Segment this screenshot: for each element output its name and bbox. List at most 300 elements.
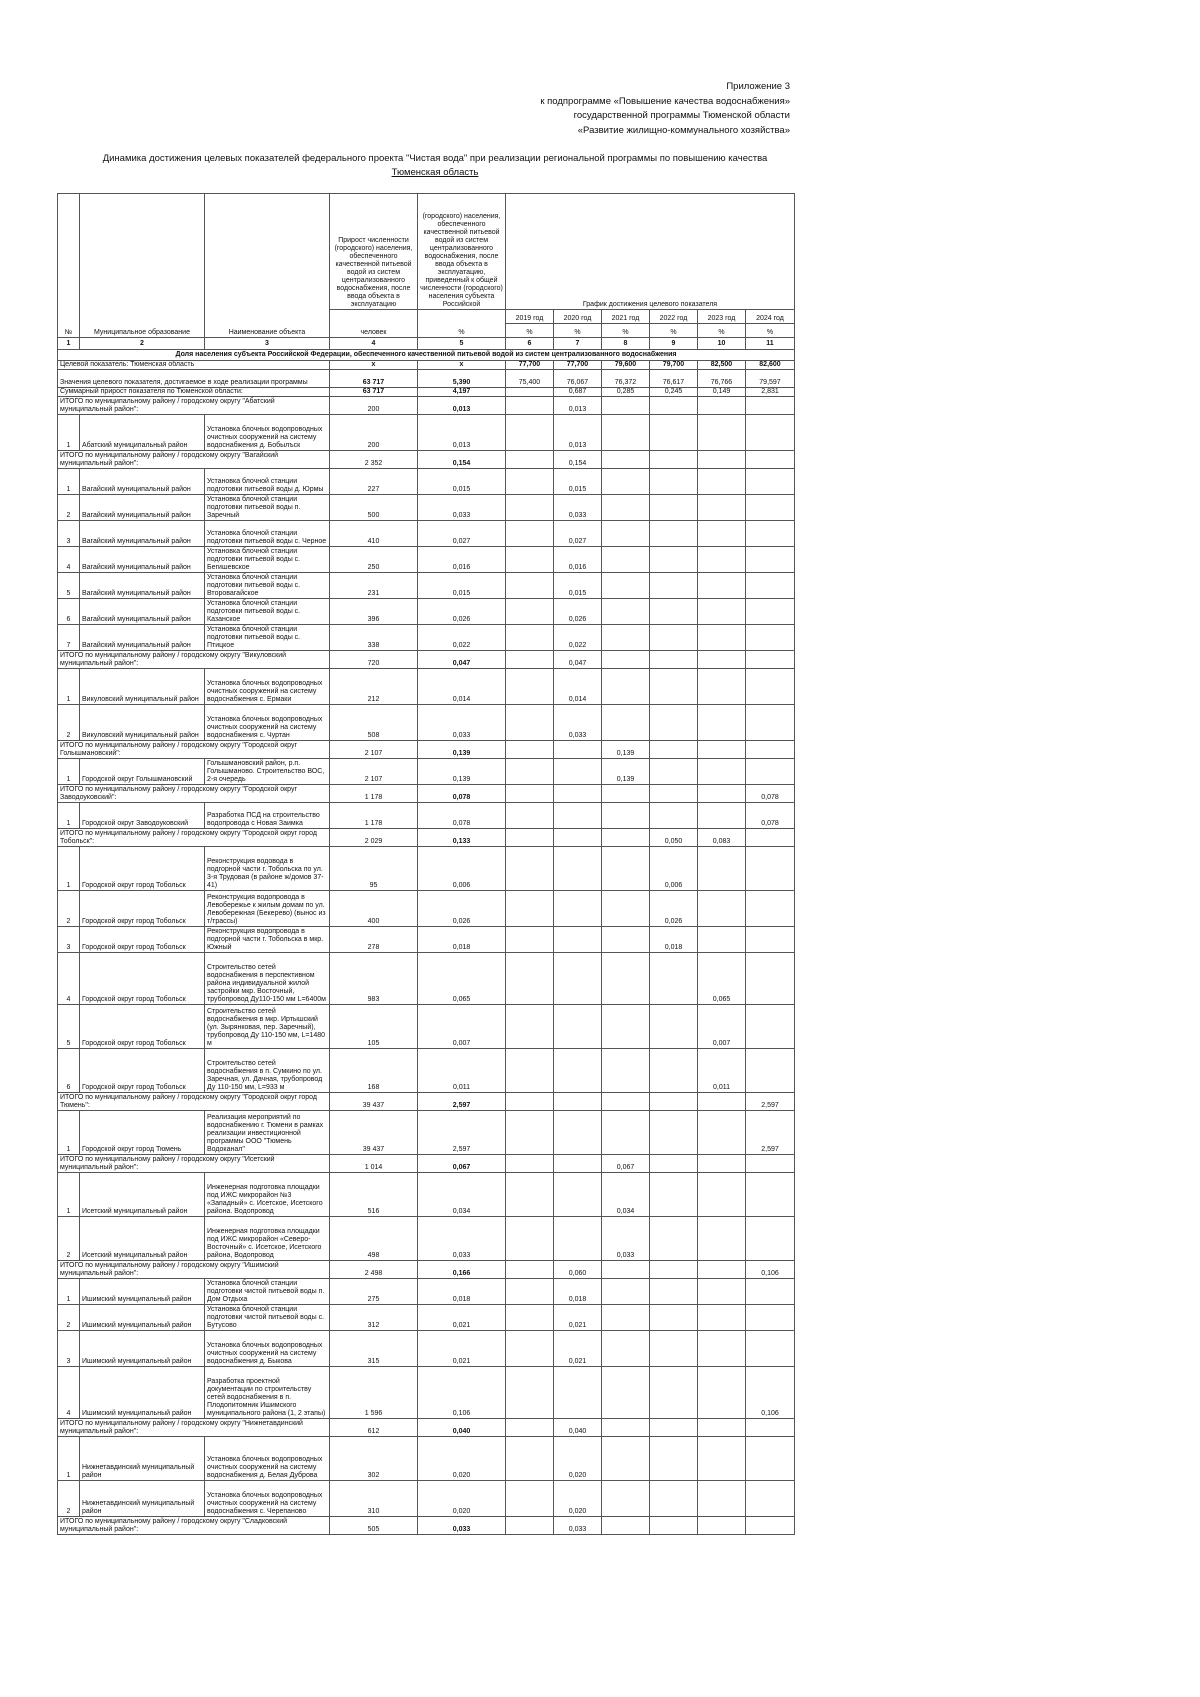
municipality-cell: Нижнетавдинский муниципальный район [80,1437,205,1481]
share-cell: 0,016 [418,547,506,573]
municipality-cell: Ишимский муниципальный район [80,1331,205,1367]
object-row [58,415,795,451]
year-value-cell: 0,013 [554,415,602,451]
object-row [58,927,795,953]
year-value-cell [650,1173,698,1217]
head-year: 2020 год [554,310,602,324]
object-name-cell: Установка блочных водопроводных очистных сооружений на систему водоснабжения с. Ермаки [205,669,330,705]
year-value-cell [506,1093,554,1111]
year-value-cell [506,495,554,521]
total-label: ИТОГО по муниципальному району / городскому округу "Городской округ город Тобольск": [58,829,330,847]
share-cell: 0,018 [418,1279,506,1305]
head-pct: % [698,324,746,338]
share-cell: 0,033 [418,705,506,741]
object-name-cell: Инженерная подготовка площадки под ИЖС микрорайон «Северо-Восточный» с. Исетское, Исетского района, Водопровод [205,1217,330,1261]
municipality-cell: Исетский муниципальный район [80,1217,205,1261]
year-value-cell [698,451,746,469]
object-row [58,953,795,1005]
share-cell: 0,154 [418,451,506,469]
year-value-cell [602,1279,650,1305]
year-value-cell: 0,060 [554,1261,602,1279]
year-value-cell: 0,006 [650,847,698,891]
year-value-cell [698,1517,746,1535]
year-value-cell [698,1279,746,1305]
year-value-cell [554,891,602,927]
row-number: 4 [58,547,80,573]
population-cell: 302 [330,1437,418,1481]
object-row [58,759,795,785]
population-cell: 275 [330,1279,418,1305]
row-number: 2 [58,1481,80,1517]
object-name-cell: Установка блочной станции подготовки питьевой воды с. Птицкое [205,625,330,651]
header-line-4: «Развитие жилищно-коммунального хозяйства» [577,124,790,136]
year-value-cell [650,397,698,415]
year-value-cell [698,1331,746,1367]
year-value-cell [602,1093,650,1111]
total-row [58,829,795,847]
year-value-cell [650,1111,698,1155]
year-value-cell [506,1005,554,1049]
row-number: 1 [58,847,80,891]
population-cell: 250 [330,547,418,573]
year-value-cell [506,891,554,927]
row-number: 1 [58,759,80,785]
total-label: ИТОГО по муниципальному району / городскому округу "Ишимский муниципальный район": [58,1261,330,1279]
year-value-cell: 0,020 [554,1481,602,1517]
object-name-cell: Установка блочных водопроводных очистных сооружений на систему водоснабжения с. Черепаново [205,1481,330,1517]
head-pct: % [506,324,554,338]
year-value-cell [602,847,650,891]
year-value-cell [698,1173,746,1217]
share-cell: 0,047 [418,651,506,669]
year-value-cell: 0,021 [554,1305,602,1331]
year-value-cell [506,1419,554,1437]
year-value-cell [746,1155,795,1173]
section-title: Доля населения субъекта Российской Федерации, обеспеченного качественной питьевой водой из систем централизованного водоснабжения [58,350,795,361]
share-cell: 0,033 [418,1217,506,1261]
object-row [58,1217,795,1261]
share-cell: 0,020 [418,1437,506,1481]
colnum: 10 [698,338,746,350]
total-row [58,785,795,803]
population-cell: 200 [330,415,418,451]
section-row [58,350,795,361]
year-value-cell: 0,033 [554,495,602,521]
population-cell: 983 [330,953,418,1005]
year-value-cell [746,705,795,741]
year-value-cell: 0,018 [650,927,698,953]
year-value-cell [506,1517,554,1535]
population-cell: 396 [330,599,418,625]
total-row [58,1419,795,1437]
share-cell: 0,026 [418,891,506,927]
object-row [58,599,795,625]
year-value-cell [650,1049,698,1093]
year-value-cell: 76,766 [698,370,746,388]
object-name-cell: Реконструкция водовода в подгорной части г. Тобольска по ул. 3-я Трудовая (в районе ж/домов 37-41) [205,847,330,891]
total-row [58,397,795,415]
object-name-cell: Строительство сетей водоснабжения в мкр. Иртышский (ул. Зырянковая, пер. Заречный), трубопровод Ду 110-150 мм, L=1480 м [205,1005,330,1049]
object-row [58,803,795,829]
total-label: ИТОГО по муниципальному району / городскому округу "Абатский муниципальный район": [58,397,330,415]
year-value-cell [650,1155,698,1173]
row-number: 2 [58,705,80,741]
year-value-cell [746,669,795,705]
year-value-cell [698,927,746,953]
population-cell: 95 [330,847,418,891]
head-year: 2023 год [698,310,746,324]
head-year: 2019 год [506,310,554,324]
total-row [58,1261,795,1279]
year-value-cell [650,1419,698,1437]
year-value-cell: 0,020 [554,1437,602,1481]
share-cell: 0,033 [418,495,506,521]
total-label: ИТОГО по муниципальному району / городскому округу "Нижнетавдинский муниципальный район": [58,1419,330,1437]
year-value-cell [602,1481,650,1517]
object-row [58,847,795,891]
year-value-cell [698,1305,746,1331]
population-cell: 338 [330,625,418,651]
municipality-cell: Городской округ город Тобольск [80,927,205,953]
year-value-cell [602,803,650,829]
header-line-2: к подпрограмме «Повышение качества водоснабжения» [540,95,790,107]
year-value-cell [746,573,795,599]
column-numbers-row [58,338,795,350]
municipality-cell: Вагайский муниципальный район [80,521,205,547]
head-object: Наименование объекта [205,194,330,338]
object-row [58,1005,795,1049]
header-line-1: Приложение 3 [726,81,790,92]
object-name-cell: Разработка ПСД на строительство водопровода с Новая Заимка [205,803,330,829]
object-name-cell: Установка блочной станции подготовки питьевой воды п. Заречный [205,495,330,521]
share-cell: 0,013 [418,415,506,451]
year-value-cell: 0,106 [746,1261,795,1279]
object-name-cell: Установка блочной станции подготовки питьевой воды с. Бегишевское [205,547,330,573]
population-cell: 312 [330,1305,418,1331]
object-row [58,547,795,573]
row-number: 1 [58,1437,80,1481]
year-value-cell [650,547,698,573]
row-number: 5 [58,573,80,599]
municipality-cell: Нижнетавдинский муниципальный район [80,1481,205,1517]
year-value-cell: 0,007 [698,1005,746,1049]
year-value-cell [650,1093,698,1111]
year-value-cell [506,847,554,891]
total-label: ИТОГО по муниципальному району / городскому округу "Городской округ Голышмановский": [58,741,330,759]
year-value-cell [698,495,746,521]
year-value-cell: 0,015 [554,469,602,495]
year-value-cell [746,625,795,651]
year-value-cell [506,829,554,847]
year-value-cell: 0,139 [602,759,650,785]
municipality-cell: Вагайский муниципальный район [80,495,205,521]
municipality-cell: Ишимский муниципальный район [80,1279,205,1305]
summary-label: Целевой показатель: Тюменская область [58,361,330,370]
year-value-cell [698,759,746,785]
year-value-cell [746,741,795,759]
year-value-cell [746,1173,795,1217]
year-value-cell [650,1367,698,1419]
municipality-cell: Городской округ город Тобольск [80,891,205,927]
year-value-cell [746,521,795,547]
year-value-cell [602,521,650,547]
total-row [58,451,795,469]
year-value-cell: 0,014 [554,669,602,705]
year-value-cell [506,625,554,651]
population-cell: 168 [330,1049,418,1093]
row-number: 2 [58,891,80,927]
year-value-cell [554,847,602,891]
object-row [58,521,795,547]
year-value-cell [602,573,650,599]
year-value-cell [554,1217,602,1261]
year-value-cell [650,1005,698,1049]
year-value-cell: 2,831 [746,388,795,397]
year-value-cell: 0,015 [554,573,602,599]
year-value-cell [506,1173,554,1217]
year-value-cell [746,651,795,669]
municipality-cell: Вагайский муниципальный район [80,547,205,573]
object-name-cell: Установка блочной станции подготовки питьевой воды с. Казанское [205,599,330,625]
year-value-cell [650,953,698,1005]
summary-label: Суммарный прирост показателя по Тюменской области: [58,388,330,397]
row-number: 1 [58,1111,80,1155]
total-label: ИТОГО по муниципальному району / городскому округу "Викуловский муниципальный район": [58,651,330,669]
year-value-cell [506,599,554,625]
title-region: Тюменская область [391,167,479,178]
share-cell: 0,018 [418,927,506,953]
total-row [58,1155,795,1173]
object-name-cell: Установка блочной станции подготовки питьевой воды с. Черное [205,521,330,547]
population-cell: 2 107 [330,759,418,785]
colnum: 4 [330,338,418,350]
share-cell: 2,597 [418,1093,506,1111]
document-header [540,80,790,138]
municipality-cell: Ишимский муниципальный район [80,1367,205,1419]
year-value-cell [602,785,650,803]
year-value-cell [698,741,746,759]
year-value-cell [602,547,650,573]
share-cell: 0,011 [418,1049,506,1093]
year-value-cell [506,1111,554,1155]
year-value-cell [506,785,554,803]
object-row [58,1481,795,1517]
year-value-cell [698,599,746,625]
share-cell: 0,022 [418,625,506,651]
year-value-cell [698,625,746,651]
year-value-cell: 76,372 [602,370,650,388]
colnum: 8 [602,338,650,350]
share-cell: 0,166 [418,1261,506,1279]
year-value-cell [650,521,698,547]
year-value-cell [746,1481,795,1517]
year-value-cell [698,847,746,891]
population-cell: 1 596 [330,1367,418,1419]
row-number: 5 [58,1005,80,1049]
row-number: 6 [58,599,80,625]
year-value-cell [602,625,650,651]
share-cell: 4,197 [418,388,506,397]
municipality-cell: Вагайский муниципальный район [80,469,205,495]
year-value-cell [746,451,795,469]
year-value-cell [746,1517,795,1535]
year-value-cell [650,785,698,803]
share-cell: 0,078 [418,803,506,829]
year-value-cell [698,803,746,829]
year-value-cell [746,891,795,927]
year-value-cell [698,785,746,803]
head-year: 2021 год [602,310,650,324]
year-value-cell [602,469,650,495]
total-label: ИТОГО по муниципальному району / городскому округу "Городской округ Заводоуковский": [58,785,330,803]
population-cell: 400 [330,891,418,927]
header-line-3: государственной программы Тюменской области [573,110,790,121]
total-row [58,1093,795,1111]
year-value-cell: 0,154 [554,451,602,469]
year-value-cell [746,495,795,521]
year-value-cell [746,1419,795,1437]
year-value-cell [602,1305,650,1331]
row-number: 1 [58,669,80,705]
object-name-cell: Разработка проектной документации по строительству сетей водоснабжения в п. Плодопитомник Ишимского муниципального района (1, 2 этапы) [205,1367,330,1419]
year-value-cell [698,669,746,705]
population-cell: 200 [330,397,418,415]
year-value-cell [602,1419,650,1437]
population-cell: 212 [330,669,418,705]
year-value-cell [746,1437,795,1481]
year-value-cell [650,705,698,741]
year-value-cell [554,741,602,759]
colnum: 1 [58,338,80,350]
row-number: 3 [58,1331,80,1367]
municipality-cell: Ишимский муниципальный район [80,1305,205,1331]
year-value-cell [506,415,554,451]
head-unit-pct: % [418,310,506,338]
summary-row [58,370,795,388]
year-value-cell [506,1437,554,1481]
year-value-cell [602,451,650,469]
year-value-cell [698,397,746,415]
year-value-cell: 75,400 [506,370,554,388]
share-cell: 0,067 [418,1155,506,1173]
year-value-cell [746,1005,795,1049]
year-value-cell [746,1049,795,1093]
total-row [58,1517,795,1535]
year-value-cell: 0,050 [650,829,698,847]
year-value-cell [746,759,795,785]
share-cell: 0,033 [418,1517,506,1535]
object-row [58,891,795,927]
row-number: 1 [58,1173,80,1217]
indicators-table [57,193,795,1535]
summary-row [58,361,795,370]
colnum: 3 [205,338,330,350]
share-cell: 5,390 [418,370,506,388]
document-title [60,152,810,180]
object-name-cell: Реконструкция водопровода в Левобережье к жилым домам по ул. Левобережная (Бекерево) (вынос из т/трассы) [205,891,330,927]
year-value-cell [506,803,554,829]
year-value-cell: 2,597 [746,1093,795,1111]
year-value-cell [650,1279,698,1305]
year-value-cell: 76,067 [554,370,602,388]
row-number: 7 [58,625,80,651]
population-cell: 498 [330,1217,418,1261]
object-row [58,1279,795,1305]
year-value-cell [698,1217,746,1261]
share-cell: 0,026 [418,599,506,625]
year-value-cell: 76,617 [650,370,698,388]
total-label: ИТОГО по муниципальному району / городскому округу "Городской округ город Тюмень": [58,1093,330,1111]
head-year: 2022 год [650,310,698,324]
colnum: 9 [650,338,698,350]
head-growth: Прирост численности (городского) населения, обеспеченного качественной питьевой водой из систем централизованного водоснабжения, после ввода объекта в эксплуатацию [330,194,418,310]
object-row [58,1111,795,1155]
population-cell: x [330,361,418,370]
head-pct: % [554,324,602,338]
year-value-cell [602,927,650,953]
year-value-cell [698,573,746,599]
year-value-cell [650,651,698,669]
municipality-cell: Городской округ город Тобольск [80,1049,205,1093]
year-value-cell [506,469,554,495]
colnum: 2 [80,338,205,350]
year-value-cell [506,759,554,785]
population-cell: 410 [330,521,418,547]
year-value-cell [650,741,698,759]
municipality-cell: Городской округ город Тобольск [80,953,205,1005]
year-value-cell [554,1093,602,1111]
year-value-cell [602,1261,650,1279]
year-value-cell [554,927,602,953]
year-value-cell [506,1049,554,1093]
year-value-cell [650,599,698,625]
population-cell: 1 014 [330,1155,418,1173]
head-pct: % [746,324,795,338]
object-row [58,705,795,741]
share-cell: 0,078 [418,785,506,803]
share-cell: 0,007 [418,1005,506,1049]
head-num: № [58,194,80,338]
year-value-cell [602,1517,650,1535]
year-value-cell: 0,027 [554,521,602,547]
year-value-cell: 0,065 [698,953,746,1005]
year-value-cell [650,469,698,495]
year-value-cell [602,891,650,927]
share-cell: x [418,361,506,370]
year-value-cell [554,829,602,847]
year-value-cell [746,415,795,451]
population-cell: 63 717 [330,388,418,397]
year-value-cell: 0,047 [554,651,602,669]
year-value-cell [602,669,650,705]
population-cell: 315 [330,1331,418,1367]
year-value-cell: 0,021 [554,1331,602,1367]
share-cell: 0,021 [418,1331,506,1367]
year-value-cell: 0,078 [746,803,795,829]
municipality-cell: Викуловский муниципальный район [80,669,205,705]
population-cell: 508 [330,705,418,741]
year-value-cell: 0,018 [554,1279,602,1305]
colnum: 5 [418,338,506,350]
year-value-cell [746,1331,795,1367]
year-value-cell [698,1419,746,1437]
year-value-cell: 0,033 [554,1517,602,1535]
share-cell: 0,034 [418,1173,506,1217]
year-value-cell: 0,687 [554,388,602,397]
year-value-cell [602,651,650,669]
object-name-cell: Установка блочных водопроводных очистных сооружений на систему водоснабжения с. Чуртан [205,705,330,741]
head-share: (городского) населения, обеспеченного качественной питьевой водой из систем централизованного водоснабжения, после ввода объекта в эксплуатацию, приведенный к общей численности (городского) населения субъекта Российской [418,194,506,310]
